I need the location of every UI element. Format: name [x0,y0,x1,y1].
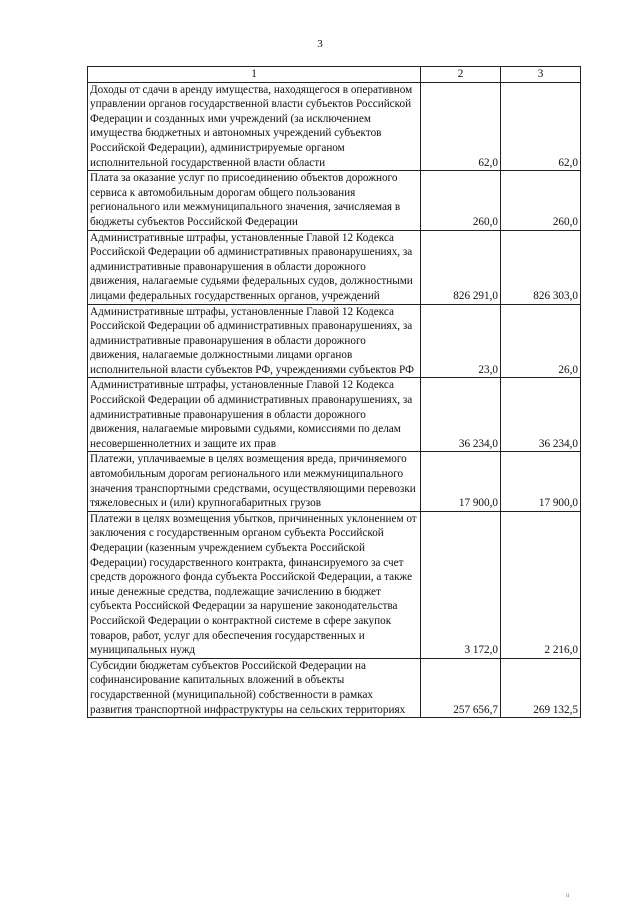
row-value-col3: 260,0 [501,171,581,230]
table-row [88,378,581,452]
column-header-2: 2 [421,67,501,83]
table-row [88,511,581,658]
row-description: Платежи, уплачиваемые в целях возмещения вреда, причиняемого автомобильным дорогам регионального или межмуниципального значения транспортными средствами, осуществляющими перевозки тяжеловесных и (или) крупногабаритных грузов [88,452,421,511]
row-description: Субсидии бюджетам субъектов Российской Федерации на софинансирование капитальных вложений в объекты государственной (муниципальной) собственности в рамках развития транспортной инфраструктуры на сельских территориях [88,658,421,717]
row-description: Административные штрафы, установленные Главой 12 Кодекса Российской Федерации об административных правонарушениях, за административные правонарушения в области дорожного движения, налагаемые мировыми судьями, комиссиями по делам несовершеннолетних и защите их прав [88,378,421,452]
row-value-col3: 826 303,0 [501,230,581,304]
table-row [88,171,581,230]
row-value-col3: 62,0 [501,82,581,171]
row-value-col2: 17 900,0 [421,452,501,511]
table-row [88,452,581,511]
row-value-col2: 23,0 [421,304,501,378]
table-row [88,82,581,171]
row-description: Административные штрафы, установленные Главой 12 Кодекса Российской Федерации об административных правонарушениях, за административные правонарушения в области дорожного движения, налагаемые должностными лицами органов исполнительной власти субъектов РФ, учреждениями субъектов РФ [88,304,421,378]
column-header-3: 3 [501,67,581,83]
row-value-col3: 17 900,0 [501,452,581,511]
row-description: Административные штрафы, установленные Главой 12 Кодекса Российской Федерации об административных правонарушениях, за административные правонарушения в области дорожного движения, налагаемые судьями федеральных судов, должностными лицами федеральных государственных органов, учреждений [88,230,421,304]
row-value-col2: 3 172,0 [421,511,501,658]
table-row [88,230,581,304]
row-value-col2: 260,0 [421,171,501,230]
page-number: 3 [317,38,323,50]
row-value-col3: 26,0 [501,304,581,378]
row-value-col3: 269 132,5 [501,658,581,717]
column-header-1: 1 [88,67,421,83]
row-description: Плата за оказание услуг по присоединению объектов дорожного сервиса к автомобильным дорогам общего пользования регионального или межмуниципального значения, зачисляемая в бюджеты субъектов Российской Федерации [88,171,421,230]
row-description: Доходы от сдачи в аренду имущества, находящегося в оперативном управлении органов государственной власти субъектов Российской Федерации и созданных ими учреждений (за исключением имущества бюджетных и автономных учреждений субъектов Российской Федерации), администрируемые органом исполнительной государственной власти области [88,82,421,171]
table-row [88,304,581,378]
row-description: Платежи в целях возмещения убытков, причиненных уклонением от заключения с государственным органом субъекта Российской Федерации (казенным учреждением субъекта Российской Федерации) государственного контракта, финансируемого за счет средств дорожного фонда субъекта Российской Федерации, а также иные денежные средства, подлежащие зачислению в бюджет субъекта Российской Федерации за нарушение законодательства Российской Федерации о контрактной системе в сфере закупок товаров, работ, услуг для обеспечения государственных и муниципальных нужд [88,511,421,658]
row-value-col3: 36 234,0 [501,378,581,452]
row-value-col2: 257 656,7 [421,658,501,717]
row-value-col2: 36 234,0 [421,378,501,452]
budget-table [87,66,581,718]
row-value-col2: 826 291,0 [421,230,501,304]
corner-mark: ii [566,893,570,899]
table-header-row [88,67,581,83]
table-row [88,658,581,717]
row-value-col3: 2 216,0 [501,511,581,658]
row-value-col2: 62,0 [421,82,501,171]
